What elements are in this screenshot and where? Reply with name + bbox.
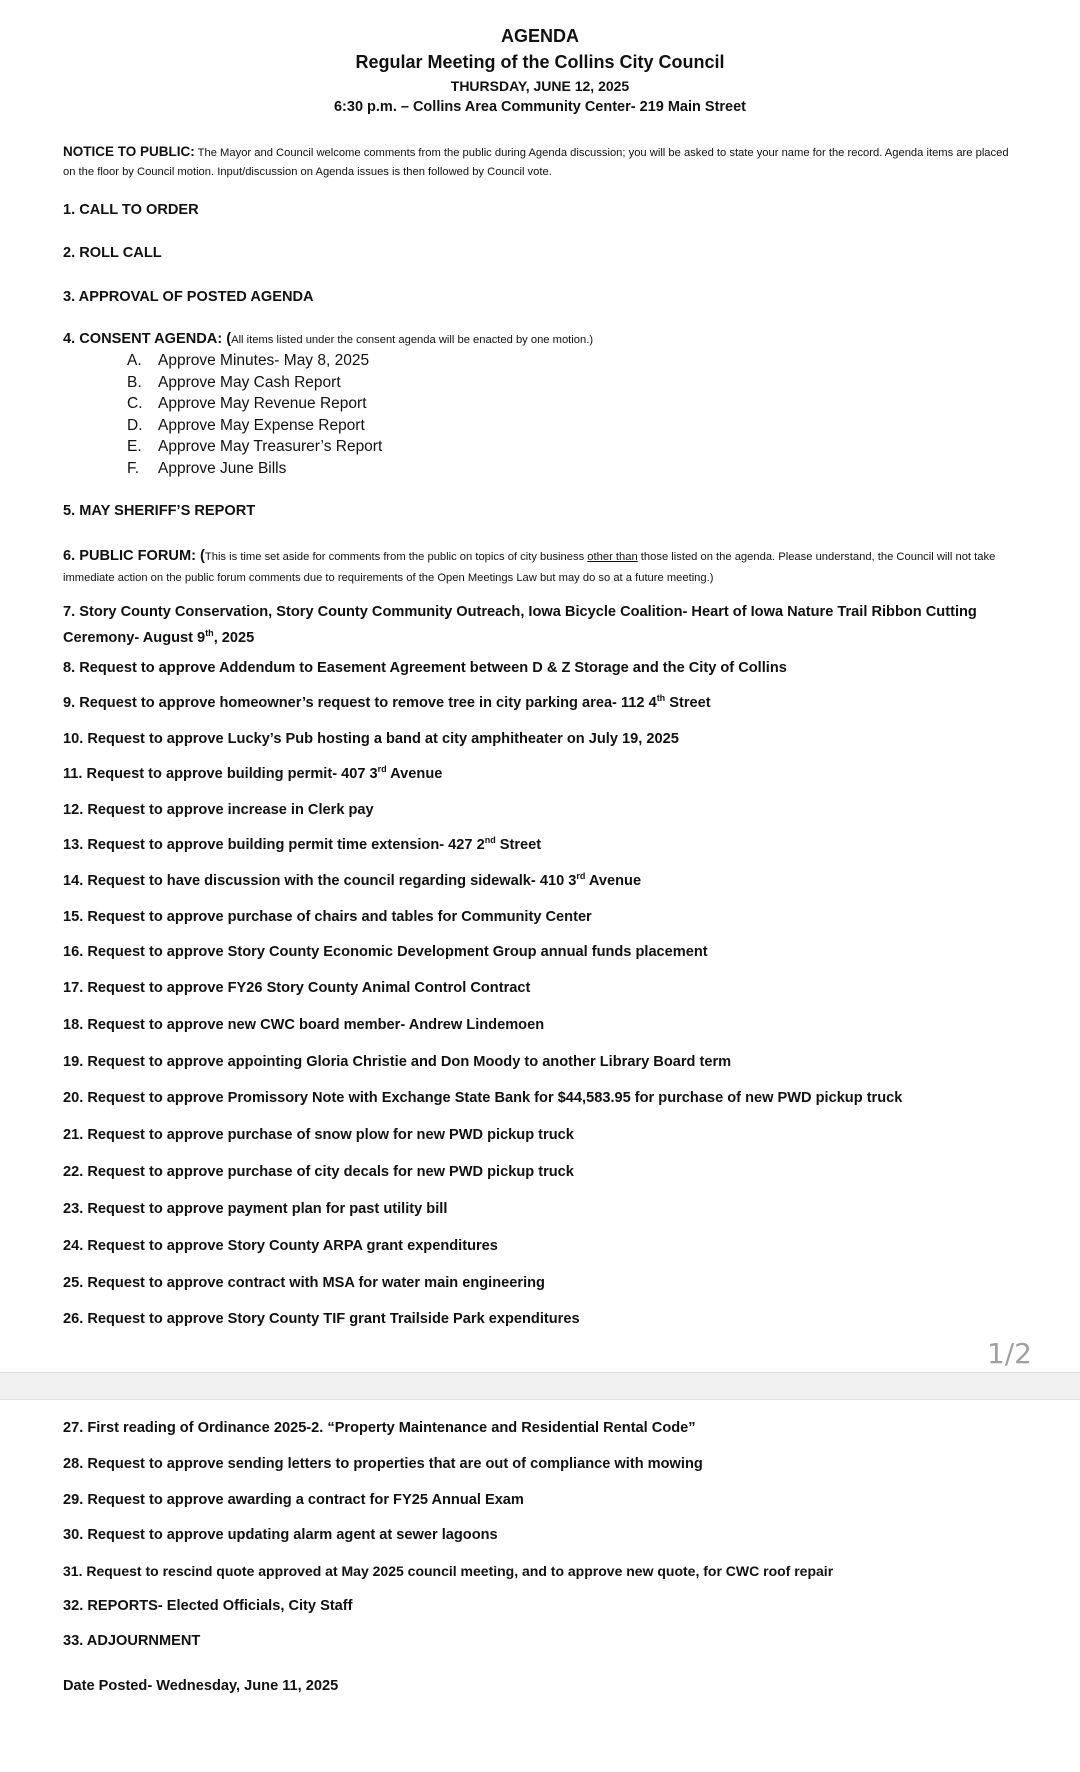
notice-label: NOTICE TO PUBLIC: [63,144,195,159]
page-indicator: 1/2 [986,1337,1032,1370]
agenda-item-28: 28. Request to approve sending letters to properties that are out of compliance with mowing [63,1456,703,1472]
agenda-item-2: 2. ROLL CALL [63,245,162,261]
agenda-item-12: 12. Request to approve increase in Clerk pay [63,802,374,818]
agenda-item-10: 10. Request to approve Lucky’s Pub hosting a band at city amphitheater on July 19, 2025 [63,731,679,747]
meeting-time-place: 6:30 p.m. – Collins Area Community Center- 219 Main Street [333,99,747,115]
agenda-item-29: 29. Request to approve awarding a contract for FY25 Annual Exam [63,1492,524,1508]
agenda-item-19: 19. Request to approve appointing Gloria Christie and Don Moody to another Library Board term [63,1054,732,1070]
agenda-item-21: 21. Request to approve purchase of snow plow for new PWD pickup truck [63,1127,574,1143]
agenda-item-1: 1. CALL TO ORDER [63,202,199,218]
agenda-item-3: 3. APPROVAL OF POSTED AGENDA [63,289,314,305]
agenda-item-18: 18. Request to approve new CWC board member- Andrew Lindemoen [63,1017,545,1033]
agenda-item-8: 8. Request to approve Addendum to Easement Agreement between D & Z Storage and the City of Collins [63,660,787,676]
agenda-item-4 [63,331,593,347]
meeting-title: Regular Meeting of the Collins City Council [355,52,725,72]
consent-item: B. Approve May Cash Report [127,374,341,391]
page-divider [0,1372,1080,1400]
agenda-item-33: 33. ADJOURNMENT [63,1633,201,1649]
public-forum-label: 6. PUBLIC FORUM: ( [63,548,205,564]
consent-item: E. Approve May Treasurer’s Report [127,438,383,455]
agenda-item-14: 14. Request to have discussion with the council regarding sidewalk- 410 3rd Avenue [63,871,642,889]
agenda-item-23: 23. Request to approve payment plan for past utility bill [63,1201,448,1217]
meeting-date: THURSDAY, JUNE 12, 2025 [450,78,630,94]
agenda-item-15: 15. Request to approve purchase of chairs and tables for Community Center [63,909,592,925]
document-page-2 [0,1400,1080,1772]
agenda-item-22: 22. Request to approve purchase of city decals for new PWD pickup truck [63,1164,574,1180]
agenda-item-26: 26. Request to approve Story County TIF grant Trailside Park expenditures [63,1311,580,1327]
agenda-item-5: 5. MAY SHERIFF’S REPORT [63,503,256,519]
agenda-item-31: 31. Request to rescind quote approved at May 2025 council meeting, and to approve new quote, for CWC roof repair [63,1563,834,1579]
consent-item: C. Approve May Revenue Report [127,395,367,412]
consent-label: 4. CONSENT AGENDA: ( [63,331,232,347]
agenda-item-27: 27. First reading of Ordinance 2025-2. “Property Maintenance and Residential Rental Code” [63,1420,696,1436]
agenda-item-17: 17. Request to approve FY26 Story County Animal Control Contract [63,980,531,996]
notice-to-public [63,142,1013,182]
agenda-item-16: 16. Request to approve Story County Economic Development Group annual funds placement [63,944,708,960]
consent-item: D. Approve May Expense Report [127,417,365,434]
consent-item: A. Approve Minutes- May 8, 2025 [127,352,370,369]
agenda-heading: AGENDA [500,26,579,46]
date-posted: Date Posted- Wednesday, June 11, 2025 [63,1678,339,1694]
agenda-item-9: 9. Request to approve homeowner’s request to remove tree in city parking area- 112 4th Street [63,693,711,711]
consent-item: F. Approve June Bills [127,460,287,477]
notice-text: The Mayor and Council welcome comments from the public during Agenda discussion; you will be asked to state your name for the record. Agenda items are placed on the floor by Council motion. Input/discussion on Agenda issues is then followed by Council vote. [63,147,1009,178]
agenda-item-13: 13. Request to approve building permit time extension- 427 2nd Street [63,835,542,853]
agenda-item-11: 11. Request to approve building permit- 407 3rd Avenue [63,764,443,782]
agenda-item-7: 7. Story County Conservation, Story County Community Outreach, Iowa Bicycle Coalition- Heart of Iowa Nature Trail Ribbon Cutting Ceremony- August 9th, 2025 [63,604,977,646]
agenda-item-32: 32. REPORTS- Elected Officials, City Staff [63,1598,353,1614]
agenda-item-30: 30. Request to approve updating alarm agent at sewer lagoons [63,1527,498,1543]
consent-note: All items listed under the consent agenda will be enacted by one motion.) [231,334,594,346]
agenda-item-24: 24. Request to approve Story County ARPA grant expenditures [63,1238,498,1254]
agenda-item-25: 25. Request to approve contract with MSA for water main engineering [63,1275,545,1291]
agenda-item-6: 6. PUBLIC FORUM: (This is time set aside for comments from the public on topics of city business other than those listed on the agenda. Please understand, the Council will not take immediate action on the public forum comments due to requirements of the Open Meetings Law but may do so at a future meeting.) [63,548,996,584]
agenda-item-20: 20. Request to approve Promissory Note with Exchange State Bank for $44,583.95 for purchase of new PWD pickup truck [63,1090,903,1106]
